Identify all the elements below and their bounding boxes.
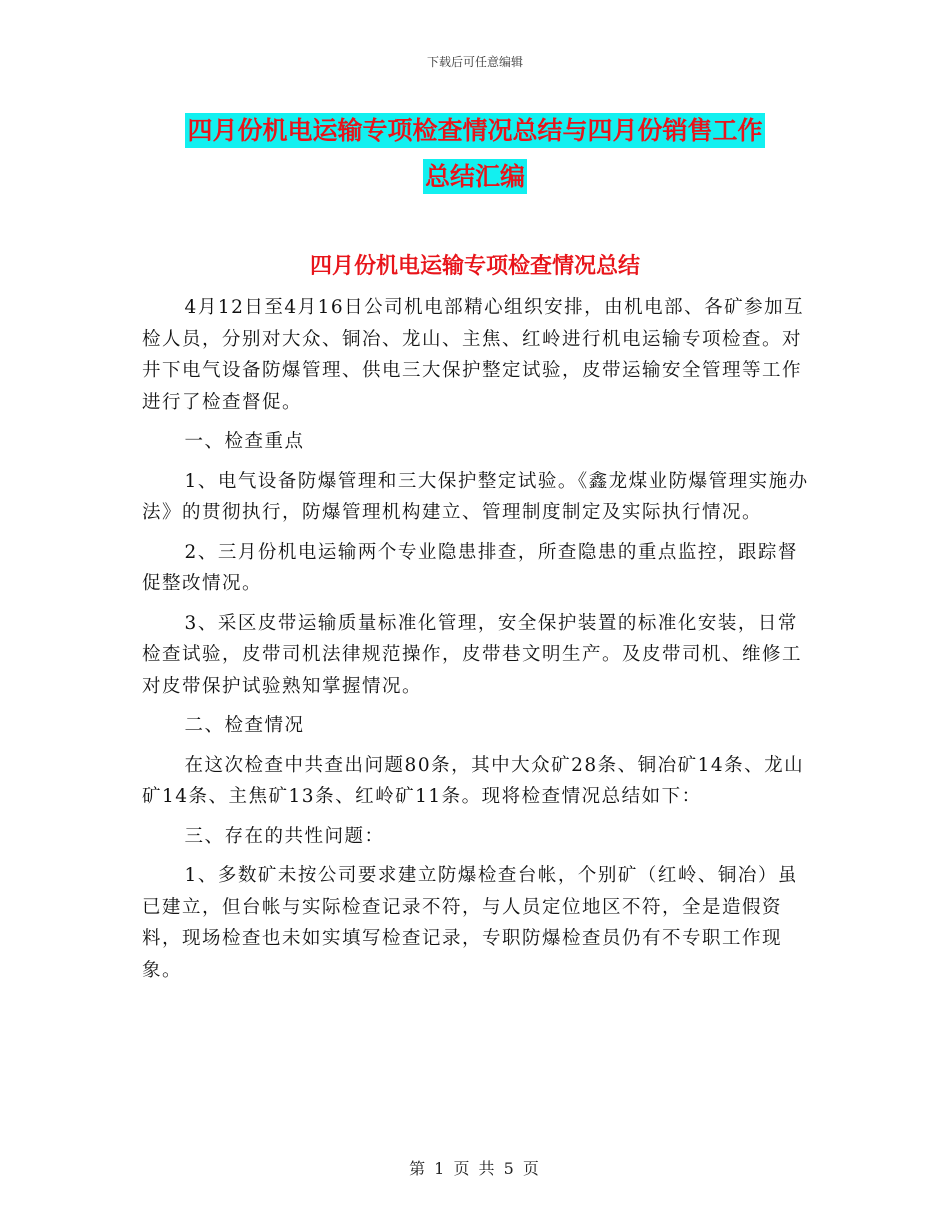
paragraph-heading: 一、检查重点 <box>184 431 305 452</box>
paragraph: 4月12日至4月16日公司机电部精心组织安排，由机电部、各矿参加互检人员，分别对大众、铜冶、龙山、主焦、红岭进行机电运输专项检查。对井下电气设备防爆管理、供电三大保护整定试验，皮带运输安全管理等工作进行了检查督促。 <box>142 297 805 413</box>
header-note: 下载后可任意编辑 <box>426 55 523 69</box>
paragraph: 1、电气设备防爆管理和三大保护整定试验。《鑫龙煤业防爆管理实施办法》的贯彻执行，防爆管理机构建立、管理制度制定及实际执行情况。 <box>142 470 809 523</box>
paragraph: 2、三月份机电运输两个专业隐患排查，所查隐患的重点监控，跟踪督促整改情况。 <box>142 541 798 594</box>
document-title-line-2 <box>0 157 950 193</box>
paragraph: 在这次检查中共查出问题80条，其中大众矿28条、铜冶矿14条、龙山矿14条、主焦矿13条、红岭矿11条。现将检查情况总结如下： <box>142 754 805 807</box>
paragraph-heading: 二、检查情况 <box>184 715 305 736</box>
document-title-line-1 <box>0 111 950 147</box>
section-title: 四月份机电运输专项检查情况总结 <box>309 254 640 279</box>
paragraph-heading: 三、存在的共性问题： <box>184 825 385 847</box>
paragraph: 3、采区皮带运输质量标准化管理，安全保护装置的标准化安装，日常检查试验，皮带司机法律规范操作，皮带巷文明生产。及皮带司机、维修工对皮带保护试验熟知掌握情况。 <box>142 612 803 697</box>
document-title-text-1: 四月份机电运输专项检查情况总结与四月份销售工作 <box>185 113 764 148</box>
page-number-footer: 第 1 页 共 5 页 <box>409 1159 541 1178</box>
body-text <box>142 292 814 986</box>
document-title-text-2: 总结汇编 <box>423 159 527 194</box>
paragraph: 1、多数矿未按公司要求建立防爆检查台帐，个别矿（红岭、铜冶）虽已建立，但台帐与实际检查记录不符，与人员定位地区不符，全是造假资料，现场检查也未如实填写检查记录，专职防爆检查员仍有不专职工作现象。 <box>142 865 798 981</box>
